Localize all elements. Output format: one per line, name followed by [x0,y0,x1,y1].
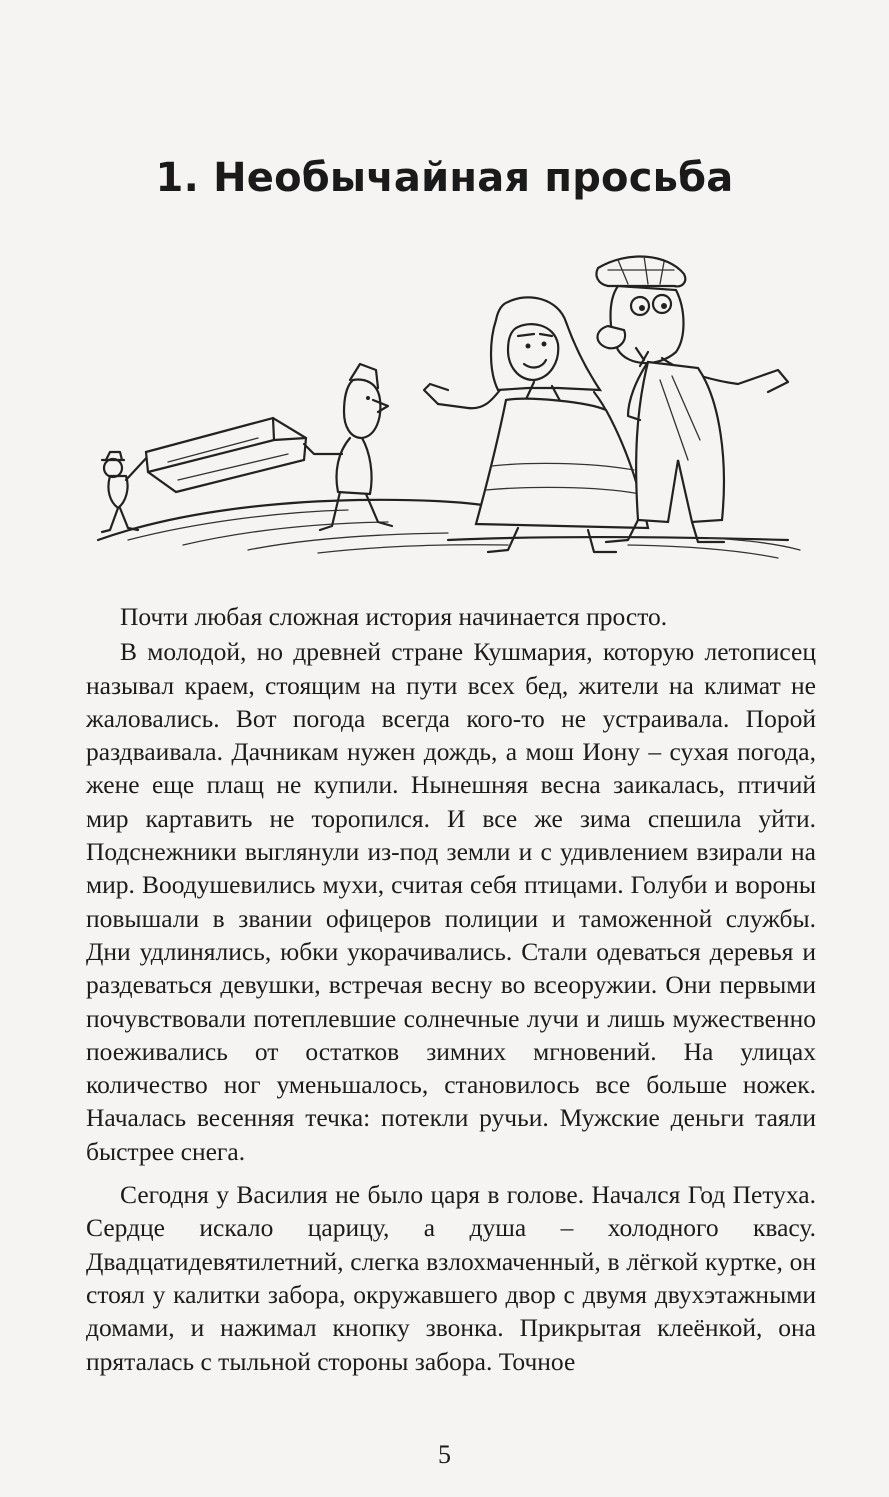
front-man-figure [304,364,392,530]
chapter-title: 1. Необычайная просьба [155,155,734,201]
cartoon-illustration [88,240,808,580]
paragraph-2: В молодой, но древней стране Кушмария, которую летописец называл краем, стоящим на пути всех бед, жители на климат не жаловались. Вот погода всегда кого-то не устраивала. Порой раздваивала. Дачникам нужен дождь, а мош Иону – сухая погода, жене еще плащ не купили. Нынешняя весна заикалась, птичий мир картавить не торопился. И все же зима спешила уйти. Подснежники выглянули из-под земли и с удивлением взирали на мир. Воодушевились мухи, считая себя птицами. Голуби и вороны повышали в звании офицеров полиции и таможенной службы. Дни удлинялись, юбки укорачивались. Стали одеваться деревья и раздеваться девушки, встречая весну во всеоружии. Они первыми почувствовали потеплевшие солнечные лучи и лишь мужественно поеживались от остатков зимних мгновений. На улицах количество ног уменьшалось, становилось все больше ножек. Началась весенняя течка: потекли ручьи. Мужские деньги таяли быстрее снега. [86,637,816,1166]
paragraph-1: Почти любая сложная история начинается просто. [120,602,668,631]
coffin [146,418,306,492]
small-man-figure [102,452,150,532]
body-text [86,600,816,1388]
paragraph-3: Сегодня у Василия не было царя в голове. Начался Год Петуха. Сердце искало царицу, а душа – холодного квасу. Двадцатидевятилетний, слегка взлохмаченный, в лёгкой куртке, он стоял у калитки забора, окружавшего двор с двумя двухэтажными домами, и нажимал кнопку звонка. Прикрытая клеёнкой, она пряталась с тыльной стороны забора. Точное [86,1180,816,1376]
page-number: 5 [438,1440,451,1469]
